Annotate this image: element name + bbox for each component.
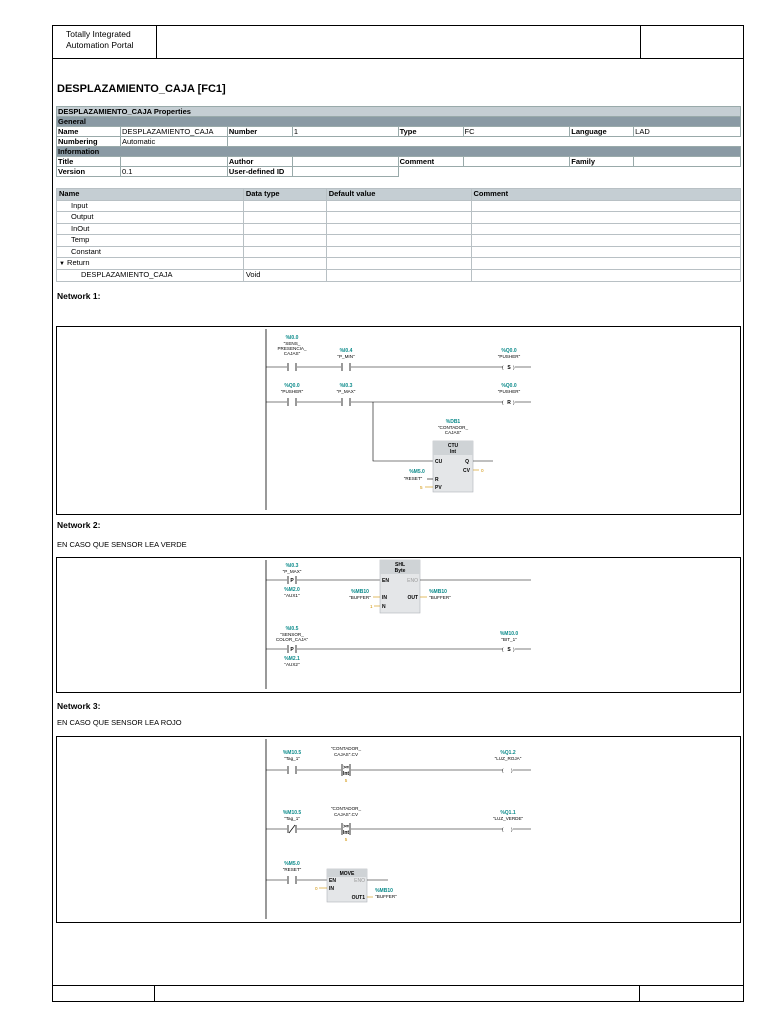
svg-text:Byte: Byte (394, 568, 406, 574)
network-2-ladder (57, 558, 740, 692)
svg-text:"BUFFER": "BUFFER" (429, 595, 451, 600)
svg-text:1: 1 (370, 604, 373, 609)
svg-text:): ) (513, 400, 515, 405)
version-value: 0.1 (120, 167, 227, 177)
svg-text:CTU: CTU (447, 443, 459, 449)
svg-text:"BUFFER": "BUFFER" (349, 595, 371, 600)
network-3-ladder (57, 737, 740, 922)
author-label: Author (227, 157, 292, 167)
svg-text:%DB1: %DB1 (445, 419, 461, 425)
svg-text:"CONTADOR_: "CONTADOR_ (437, 425, 469, 430)
svg-text:%M10.5: %M10.5 (282, 810, 302, 816)
contact-pusher[interactable] (281, 383, 304, 406)
svg-text:PV: PV (435, 485, 442, 491)
table-row: Temp (57, 235, 741, 247)
counter-ctu-block[interactable] (404, 419, 493, 492)
col-default: Default value (326, 189, 471, 201)
svg-text:EN: EN (329, 878, 336, 884)
network-1-box (56, 326, 741, 515)
svg-text:"PUSHER": "PUSHER" (497, 389, 521, 394)
svg-text:CAJAS".CV: CAJAS".CV (333, 812, 359, 817)
svg-text:CU: CU (435, 459, 443, 465)
version-label: Version (57, 167, 121, 177)
svg-text:%I0.0: %I0.0 (285, 335, 299, 341)
svg-text:P: P (290, 647, 294, 653)
svg-text:COLOR_CAJA": COLOR_CAJA" (275, 637, 309, 642)
pos-edge-sensor-color[interactable] (276, 626, 309, 667)
svg-text:(: ( (502, 365, 504, 370)
numbering-value: Automatic (120, 137, 227, 147)
contact-tag1-no[interactable] (283, 750, 302, 774)
footer-divider (154, 986, 155, 1002)
svg-text:Q: Q (465, 459, 469, 465)
name-label: Name (57, 127, 121, 137)
svg-text:0: 0 (315, 886, 318, 891)
svg-text:OUT: OUT (407, 595, 418, 601)
svg-text:%Q1.1: %Q1.1 (500, 810, 516, 816)
svg-text:Int: Int (342, 771, 350, 777)
svg-text:S: S (507, 365, 511, 371)
svg-text:%I0.4: %I0.4 (339, 348, 353, 354)
svg-text:"SENS_: "SENS_ (283, 341, 301, 346)
svg-text:%MB10: %MB10 (429, 589, 447, 595)
name-value: DESPLAZAMIENTO_CAJA (120, 127, 227, 137)
network-3-title: Network 3: (57, 701, 101, 711)
properties-table (56, 106, 741, 177)
number-label: Number (227, 127, 292, 137)
coil-set-pusher[interactable] (498, 348, 521, 371)
svg-text:%MB10: %MB10 (351, 589, 369, 595)
svg-text:"PUSHER": "PUSHER" (497, 354, 521, 359)
svg-text:CV: CV (463, 468, 470, 474)
svg-text:"LUZ_VERDE": "LUZ_VERDE" (492, 816, 524, 821)
col-comment: Comment (471, 189, 741, 201)
svg-text:"SENSOR_: "SENSOR_ (280, 632, 304, 637)
svg-text:"BUFFER": "BUFFER" (375, 894, 397, 899)
table-row: DESPLAZAMIENTO_CAJA Void (57, 270, 741, 282)
svg-text:P: P (290, 578, 294, 584)
table-row: Input (57, 200, 741, 212)
svg-text:N: N (382, 604, 386, 610)
header-right-cell (640, 26, 745, 58)
page-header (52, 25, 744, 59)
compare-ge-green[interactable] (331, 806, 362, 842)
svg-text:EN: EN (382, 578, 389, 584)
svg-text:>=: >= (343, 765, 349, 771)
svg-text:%I0.5: %I0.5 (285, 626, 299, 632)
number-value: 1 (292, 127, 398, 137)
triangle-down-icon[interactable]: ▼ (59, 261, 65, 267)
information-heading: Information (57, 147, 741, 157)
svg-text:%Q1.2: %Q1.2 (500, 750, 516, 756)
contact-p-max[interactable] (337, 383, 356, 406)
block-title: DESPLAZAMIENTO_CAJA [FC1] (57, 83, 226, 95)
network-3-box (56, 736, 741, 923)
svg-text:%M2.0: %M2.0 (284, 587, 300, 593)
svg-text:%M5.0: %M5.0 (409, 469, 425, 475)
svg-text:5: 5 (344, 837, 348, 842)
footer-divider (639, 986, 640, 1002)
family-label: Family (570, 157, 634, 167)
svg-text:Int: Int (342, 830, 350, 836)
svg-text:CAJAS": CAJAS" (283, 351, 301, 356)
shl-byte-block[interactable] (349, 560, 531, 613)
svg-text:"P_MAX": "P_MAX" (336, 389, 356, 394)
network-1-title: Network 1: (57, 291, 101, 301)
coil-luz-roja[interactable] (495, 750, 522, 774)
svg-text:%I0.3: %I0.3 (339, 383, 353, 389)
svg-text:IN: IN (382, 595, 387, 601)
contact-p-min[interactable] (337, 348, 355, 371)
svg-text:"Tag_1": "Tag_1" (284, 756, 300, 761)
svg-text:OUT1: OUT1 (351, 895, 365, 901)
svg-text:IN: IN (329, 886, 334, 892)
userid-label: User-defined ID (227, 167, 292, 177)
svg-text:CAJAS": CAJAS" (444, 430, 462, 435)
col-name: Name (57, 189, 244, 201)
svg-text:0: 0 (481, 468, 484, 473)
svg-text:MOVE: MOVE (339, 871, 355, 877)
type-label: Type (398, 127, 463, 137)
svg-text:"BIT_1": "BIT_1" (501, 637, 517, 642)
contact-sens-presencia[interactable] (277, 335, 307, 371)
contact-tag1-nc[interactable] (283, 810, 302, 833)
svg-text:>=: >= (343, 824, 349, 830)
numbering-label: Numbering (57, 137, 121, 147)
svg-text:PRESENCIA_: PRESENCIA_ (277, 346, 307, 351)
svg-text:%MB10: %MB10 (375, 888, 393, 894)
svg-text:(: ( (502, 647, 504, 652)
svg-text:%Q0.0: %Q0.0 (284, 383, 300, 389)
network-2-comment: EN CASO QUE SENSOR LEA VERDE (57, 540, 187, 549)
move-block[interactable] (315, 869, 397, 902)
interface-table (56, 188, 741, 282)
svg-text:"RESET": "RESET" (282, 867, 302, 872)
svg-text:R: R (435, 477, 439, 483)
svg-text:): ) (513, 365, 515, 370)
header-logo-text: Totally Integrated Automation Portal (53, 26, 157, 58)
svg-text:%M2.1: %M2.1 (284, 656, 300, 662)
svg-text:%M10.5: %M10.5 (282, 750, 302, 756)
svg-text:%M10.0: %M10.0 (499, 631, 519, 637)
table-row: Output (57, 212, 741, 224)
svg-text:5: 5 (344, 778, 348, 783)
svg-text:(: ( (502, 400, 504, 405)
svg-text:"CONTADOR_: "CONTADOR_ (330, 746, 362, 751)
svg-text:%Q0.0: %Q0.0 (501, 348, 517, 354)
pos-edge-p-max[interactable] (283, 563, 302, 598)
svg-text:): ) (511, 768, 513, 773)
contact-reset[interactable] (283, 861, 302, 884)
svg-text:"PUSHER": "PUSHER" (280, 389, 304, 394)
svg-text:"AUX2": "AUX2" (284, 662, 300, 667)
svg-text:"LUZ_ROJA": "LUZ_ROJA" (494, 756, 522, 761)
svg-text:5: 5 (420, 485, 423, 490)
svg-text:(: ( (502, 827, 504, 832)
svg-text:): ) (511, 827, 513, 832)
comment-label: Comment (398, 157, 463, 167)
network-2-box (56, 557, 741, 693)
title-label: Title (57, 157, 121, 167)
svg-text:): ) (513, 647, 515, 652)
table-row[interactable]: ▼ Return (57, 258, 741, 270)
general-heading: General (57, 117, 741, 127)
svg-text:CAJAS".CV: CAJAS".CV (333, 752, 359, 757)
language-label: Language (570, 127, 634, 137)
svg-text:SHL: SHL (395, 562, 405, 568)
col-datatype: Data type (243, 189, 326, 201)
svg-text:R: R (507, 400, 511, 406)
svg-text:"RESET": "RESET" (403, 476, 423, 481)
svg-text:%Q0.0: %Q0.0 (501, 383, 517, 389)
svg-text:Int: Int (449, 449, 457, 455)
svg-text:%I0.3: %I0.3 (285, 563, 299, 569)
coil-set-bit1[interactable] (500, 631, 519, 653)
properties-heading: DESPLAZAMIENTO_CAJA Properties (57, 107, 741, 117)
page-footer (52, 985, 744, 1003)
language-value: LAD (634, 127, 741, 137)
svg-text:"CONTADOR_: "CONTADOR_ (330, 806, 362, 811)
table-row: InOut (57, 223, 741, 235)
coil-reset-pusher[interactable] (498, 383, 521, 406)
svg-text:"P_MAX": "P_MAX" (282, 569, 302, 574)
network-3-comment: EN CASO QUE SENSOR LEA ROJO (57, 718, 182, 727)
svg-text:(: ( (502, 768, 504, 773)
compare-ge-red[interactable] (331, 746, 362, 783)
svg-text:"Tag_1": "Tag_1" (284, 816, 300, 821)
svg-text:"P_MIN": "P_MIN" (337, 354, 355, 359)
network-2-title: Network 2: (57, 520, 101, 530)
svg-text:"AUX1": "AUX1" (284, 593, 300, 598)
type-value: FC (463, 127, 570, 137)
svg-text:%M5.0: %M5.0 (284, 861, 300, 867)
svg-text:S: S (507, 647, 511, 653)
network-1-ladder (57, 327, 740, 514)
coil-luz-verde[interactable] (493, 810, 524, 833)
table-row: Constant (57, 246, 741, 258)
svg-text:ENO: ENO (354, 878, 365, 884)
svg-text:ENO: ENO (407, 578, 418, 584)
